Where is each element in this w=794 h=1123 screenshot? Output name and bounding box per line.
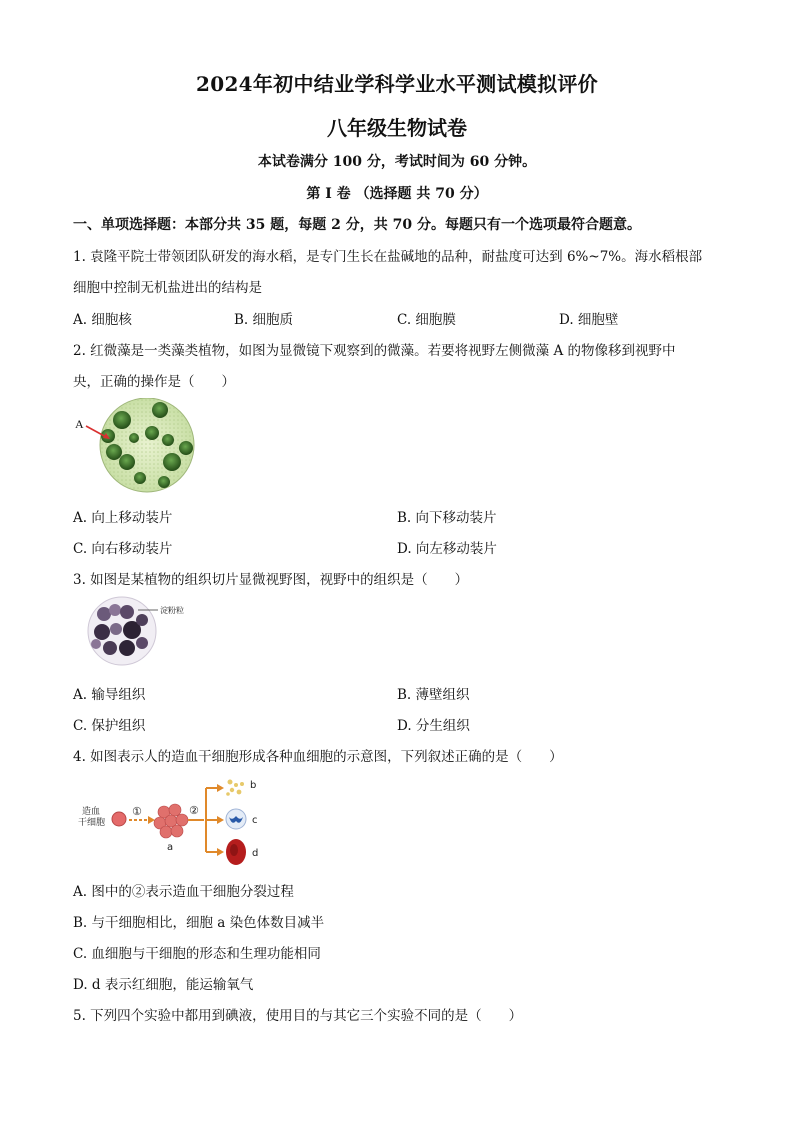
red-blood-cell [226,839,246,865]
q2-option-a[interactable]: A. 向上移动装片 [73,510,173,526]
q3-option-d[interactable]: D. 分生组织 [397,718,470,734]
q4-label-a: a [167,842,174,853]
q2-option-c[interactable]: C. 向右移动装片 [73,541,173,557]
q2-figure-label-a: A [75,417,84,431]
q4-label-c: c [252,815,258,826]
q4-option-d[interactable]: D. d 表示红细胞，能运输氧气 [73,977,254,993]
exam-subtitle: 八年级生物试卷 [327,116,467,140]
q3-figure-label-starch: 淀粉粒 [160,606,184,615]
q1-option-d[interactable]: D. 细胞壁 [559,312,619,328]
section-heading: 一、单项选择题：本部分共 35 题，每题 2 分，共 70 分。每题只有一个选项最符合题意。 [73,217,641,233]
exam-notice: 本试卷满分 100 分，考试时间为 60 分钟。 [257,154,537,170]
q3-option-a[interactable]: A. 输导组织 [73,687,146,703]
q2-stem-line2: 央，正确的操作是（ ） [73,374,235,390]
q4-label-b: b [250,780,257,791]
q3-option-b[interactable]: B. 薄壁组织 [397,687,470,703]
q4-stem-cell-label-2: 干细胞 [78,818,106,828]
stem-cell [112,812,126,826]
q4-step1-label: ① [132,805,142,818]
q3-tissue-figure [82,596,192,670]
q5-stem-line1: 5. 下列四个实验中都用到碘液，使用目的与其它三个实验不同的是（ ） [73,1008,523,1024]
q4-label-d: d [252,848,259,859]
white-blood-cell [226,809,246,829]
q1-stem-line2: 细胞中控制无机盐进出的结构是 [73,280,262,296]
q3-option-c[interactable]: C. 保护组织 [73,718,146,734]
q4-blood-cell-figure [78,772,278,868]
q2-microalgae-figure [72,398,197,498]
q1-option-c[interactable]: C. 细胞膜 [397,312,456,328]
q4-option-c[interactable]: C. 血细胞与干细胞的形态和生理功能相同 [73,946,321,962]
q1-option-b[interactable]: B. 细胞质 [234,312,294,328]
q4-option-b[interactable]: B. 与干细胞相比，细胞 a 染色体数目减半 [73,915,325,931]
q3-stem-line1: 3. 如图是某植物的组织切片显微视野图，视野中的组织是（ ） [73,572,469,588]
q4-stem-cell-label-1: 造血 [82,807,101,817]
platelets [226,780,244,796]
q4-step2-label: ② [189,804,199,817]
exam-title: 2024年初中结业学科学业水平测试模拟评价 [196,72,598,96]
q2-stem-line1: 2. 红微藻是一类藻类植物，如图为显微镜下观察到的微藻。若要将视野左侧微藻 A 的物像移到视野中 [73,343,676,359]
q2-option-b[interactable]: B. 向下移动装片 [397,510,497,526]
part-heading: 第 I 卷 （选择题 共 70 分） [306,186,488,202]
q1-option-a[interactable]: A. 细胞核 [73,312,132,328]
q1-stem-line1: 1. 袁隆平院士带领团队研发的海水稻，是专门生长在盐碱地的品种，耐盐度可达到 6%~7%。海水稻根部 [73,249,703,265]
q4-stem-line1: 4. 如图表示人的造血干细胞形成各种血细胞的示意图，下列叙述正确的是（ ） [73,749,563,765]
cell-cluster-a [154,804,188,838]
q2-option-d[interactable]: D. 向左移动装片 [397,541,497,557]
q4-option-a[interactable]: A. 图中的②表示造血干细胞分裂过程 [73,884,294,900]
